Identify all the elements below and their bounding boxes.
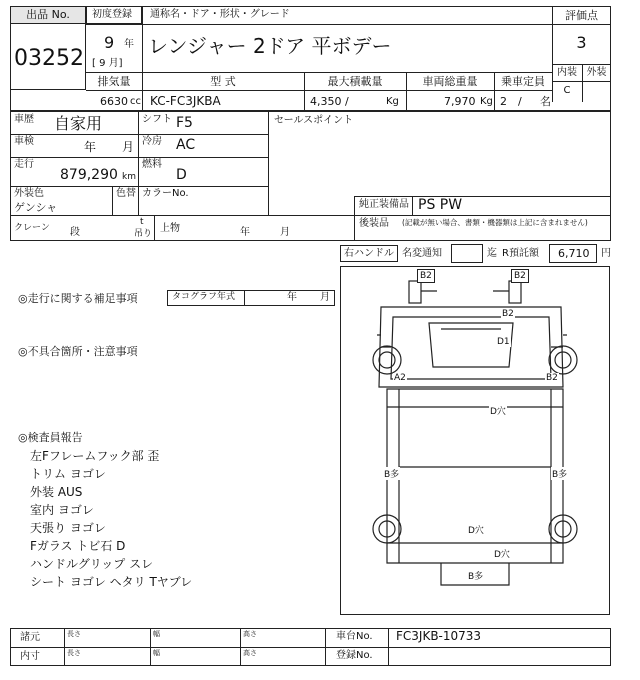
- inspection-month-unit: 月: [122, 140, 135, 154]
- gross-weight-value: 7,970: [444, 95, 476, 108]
- crane-lift: 吊り: [134, 229, 153, 239]
- dims-width-label: 幅: [153, 649, 160, 657]
- capacity-value: 2: [500, 95, 507, 108]
- mark-mirror-right: B2: [511, 269, 529, 283]
- equipment-value: PS PW: [418, 197, 463, 213]
- sales-point-label: セールスポイント: [274, 115, 354, 126]
- name-change-box: [451, 244, 483, 263]
- aftermarket-note: (記載が無い場合、書類・機器類は上記に含まれません): [402, 218, 588, 227]
- dims-height-label: 高さ: [243, 649, 257, 657]
- capacity-label: 乗車定員: [501, 75, 545, 88]
- installed-year-unit: 年: [240, 227, 250, 238]
- lot-number: 03252: [14, 46, 84, 71]
- tachograph-year: 年: [287, 292, 297, 303]
- mark-mirror-left: B2: [417, 269, 435, 283]
- first-reg-label: 初度登録: [92, 9, 132, 20]
- report-line: 外装 AUS: [30, 485, 83, 499]
- report-line: 天張り ヨゴレ: [30, 521, 106, 535]
- right-hand-label: 右ハンドル: [344, 248, 394, 259]
- mileage-value: 879,290: [60, 167, 118, 183]
- r-tax-unit: 円: [601, 248, 611, 259]
- r-tax-value: 6,710: [558, 247, 590, 260]
- exterior-color-label: 外装色: [14, 188, 44, 199]
- mark-rear: B多: [467, 569, 484, 582]
- model-label: 型 式: [210, 75, 236, 88]
- vehicle-diagram: [340, 266, 610, 615]
- mileage-label: 走行: [14, 159, 34, 170]
- first-reg-year-unit: 年: [124, 39, 134, 50]
- first-reg-month: [ 9 月]: [92, 58, 123, 69]
- usage-label: 車歴: [14, 114, 34, 125]
- max-load-sep: /: [345, 95, 349, 108]
- report-line: ハンドルグリップ スレ: [30, 557, 154, 571]
- interior-label: 内装: [557, 67, 577, 78]
- usage-value: 自家用: [54, 114, 103, 133]
- mark-right-side: B多: [551, 467, 568, 480]
- mark-left-front: A2: [394, 373, 406, 383]
- mark-cab-top: B2: [502, 309, 514, 319]
- report-line: トリム ヨゴレ: [30, 467, 106, 481]
- inspector-report: [30, 447, 290, 597]
- vehicle-name-label: 通称名・ドア・形状・グレード: [150, 9, 290, 20]
- report-line: 室内 ヨゴレ: [30, 503, 94, 517]
- capacity-sep: /: [518, 95, 522, 108]
- inspector-heading: ◎検査員報告: [18, 431, 83, 444]
- mark-left-side: B多: [383, 467, 400, 480]
- mark-windshield: D1: [497, 337, 510, 347]
- defects-heading: ◎不具合箇所・注意事項: [18, 345, 138, 358]
- mark-body-upper: D穴: [489, 404, 507, 417]
- crane-tons: t: [140, 217, 144, 227]
- interior-value: C: [563, 85, 571, 96]
- color-no-label: カラーNo.: [142, 188, 189, 199]
- report-line: 左Fフレームフック部 歪: [30, 449, 160, 463]
- first-reg-year: 9: [104, 33, 115, 52]
- dims-label: 内寸: [20, 651, 40, 662]
- tachograph-label: タコグラフ年式: [172, 292, 236, 302]
- exterior-color-value: ゲンシャ: [14, 201, 58, 214]
- displacement-value: 6630: [100, 95, 128, 108]
- dims-length-label: 長さ: [67, 649, 81, 657]
- inspection-label: 車検: [14, 136, 34, 147]
- tachograph-month: 月: [320, 292, 330, 303]
- crane-label: クレーン: [14, 223, 50, 233]
- chassis-value: FC3JKB-10733: [396, 629, 482, 643]
- shift-value: F5: [176, 115, 193, 131]
- specs-width-label: 幅: [153, 630, 160, 638]
- model-value: KC-FC3JKBA: [150, 94, 221, 108]
- mark-bed-right: D穴: [493, 547, 511, 560]
- name-change-label: 名変通知: [402, 248, 442, 259]
- chassis-label: 車台No.: [336, 631, 373, 642]
- installed-label: 上物: [160, 223, 180, 234]
- fuel-label: 燃料: [142, 159, 162, 170]
- aircon-label: 冷房: [142, 136, 162, 147]
- report-line: シート ヨゴレ ヘタリ Tヤブレ: [30, 575, 193, 589]
- report-line: Fガラス トビ石 D: [30, 539, 126, 553]
- truck-outline: [341, 267, 609, 614]
- name-change-deadline: 迄: [487, 248, 497, 259]
- gross-weight-unit: Kg: [480, 96, 493, 107]
- capacity-unit: 名: [540, 95, 551, 108]
- driving-notes-heading: ◎走行に関する補足事項: [18, 292, 138, 305]
- aircon-value: AC: [176, 137, 196, 153]
- specs-height-label: 高さ: [243, 630, 257, 638]
- shift-label: シフト: [142, 114, 172, 125]
- max-load-unit: Kg: [386, 96, 399, 107]
- installed-month-unit: 月: [280, 227, 290, 238]
- reg-label: 登録No.: [336, 650, 373, 661]
- vehicle-name: レンジャー 2ドア 平ボデー: [148, 34, 392, 58]
- rating-label: 評価点: [565, 9, 598, 22]
- color-change-label: 色替: [116, 188, 136, 199]
- displacement-unit: cc: [130, 96, 141, 107]
- gross-weight-label: 車両総重量: [422, 75, 478, 88]
- inspection-year-unit: 年: [84, 140, 97, 154]
- displacement-label: 排気量: [97, 75, 131, 88]
- specs-length-label: 長さ: [67, 630, 81, 638]
- rating-value: 3: [576, 33, 587, 52]
- aftermarket-label: 後装品: [359, 218, 389, 229]
- r-tax-label: R預託額: [502, 248, 539, 259]
- equipment-label: 純正装備品: [359, 199, 409, 210]
- mileage-unit: km: [122, 172, 136, 182]
- fuel-value: D: [176, 167, 187, 183]
- specs-label: 諸元: [20, 632, 40, 643]
- max-load-label: 最大積載量: [327, 75, 383, 88]
- crane-stage: 段: [70, 227, 80, 238]
- mark-right-front: B2: [546, 373, 558, 383]
- lot-label: 出品 No.: [26, 8, 70, 21]
- mark-bed-center: D穴: [467, 523, 485, 536]
- max-load-value: 4,350: [310, 95, 342, 108]
- exterior-label: 外装: [586, 67, 607, 78]
